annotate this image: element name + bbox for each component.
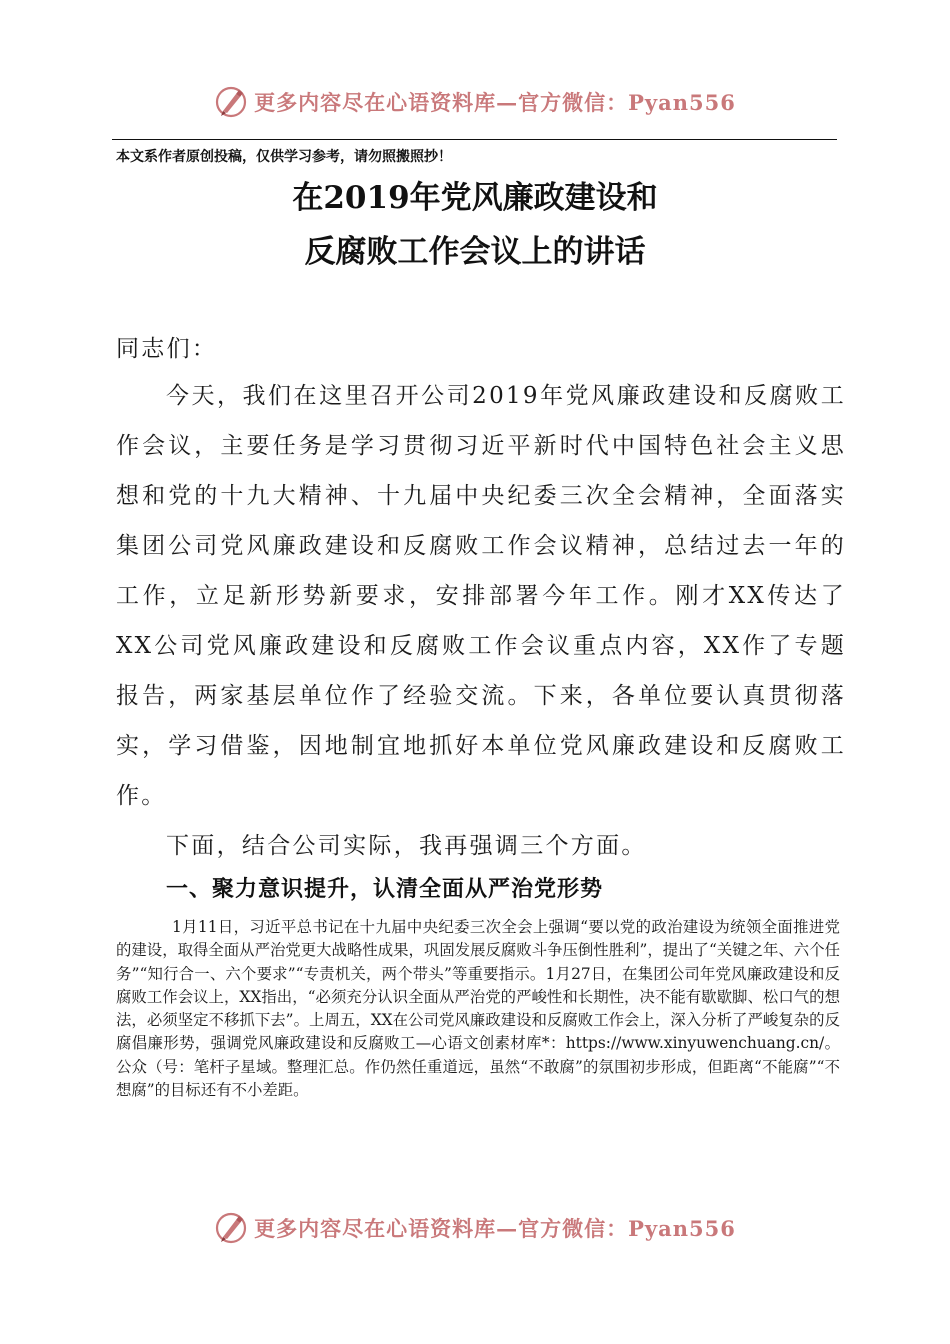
body-paragraph-2: 下面，结合公司实际，我再强调三个方面。 [166,833,647,859]
document-title-line-1: 在2019年党风廉政建设和 [292,180,658,216]
watermark-text: 更多内容尽在心语资料库—官方微信：Pyan556 [254,1216,736,1241]
body-paragraph-1: 今天，我们在这里召开公司2019年党风廉政建设和反腐败工作会议，主要任务是学习贯彻习近平新时代中国特色社会主义思想和党的十九大精神、十九届中央纪委三次全会精神，全面落实集团公司党风廉政建设和反腐败工作会议精神，总结过去一年的工作，立足新形势新要求，安排部署今年工作。刚才XX传达了XX公司党风廉政建设和反腐败工作会议重点内容，XX作了专题报告，两家基层单位作了经验交流。下来，各单位要认真贯彻落实，学习借鉴，因地制宜地抓好本单位党风廉政建设和反腐败工作。 [116,383,846,809]
watermark-banner-top [0,82,950,122]
pen-nib-logo-icon [214,85,248,119]
header-rule [112,139,837,140]
section-heading-1: 一、聚力意识提升，认清全面从严治党形势 [166,877,604,902]
copyright-notice: 本文系作者原创投稿，仅供学习参考，请勿照搬照抄！ [116,149,452,165]
watermark-text: 更多内容尽在心语资料库—官方微信：Pyan556 [254,90,736,115]
watermark-banner-bottom [0,1208,950,1248]
section-1-body: 1月11日，习近平总书记在十九届中央纪委三次全会上强调“要以党的政治建设为统领全面推进党的建设，取得全面从严治党更大战略性成果，巩固发展反腐败斗争压倒性胜利”，提出了“关键之年、六个任务”“知行合一、六个要求”“专责机关，两个带头”等重要指示。1月27日，在集团公司年党风廉政建设和反腐败工作会议上，XX指出，“必须充分认识全面从严治党的严峻性和长期性，决不能有歇歇脚、松口气的想法，必须坚定不移抓下去”。上周五，XX在公司党风廉政建设和反腐败工作会上，深入分析了严峻复杂的反腐倡廉形势，强调党风廉政建设和反腐败工—心语文创素材库*：https://www.xinyuwenchuang.cn/。公众（号：笔杆子星域。整理汇总。作仍然任重道远，虽然“不敢腐”的氛围初步形成，但距离“不能腐”“不想腐”的目标还有不小差距。 [116,918,840,1100]
pen-nib-logo-icon [214,1211,248,1245]
salutation: 同志们： [116,336,218,362]
document-title-line-2: 反腐败工作会议上的讲话 [304,234,646,270]
